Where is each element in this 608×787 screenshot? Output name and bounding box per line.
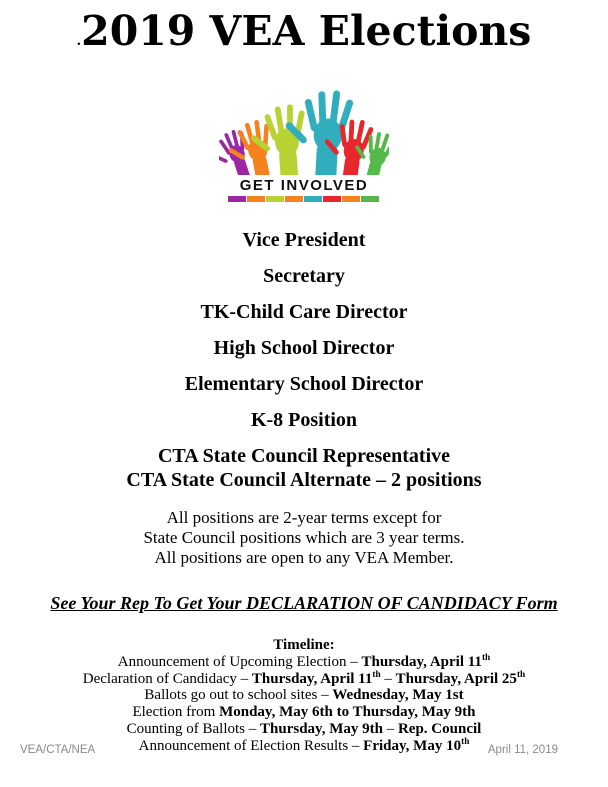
raised-hands-image: [219, 83, 389, 175]
position-item: TK-Child Care Director: [200, 301, 408, 323]
position-item: Secretary: [263, 265, 345, 287]
color-bar-segment: [247, 196, 265, 202]
position-item: CTA State Council Alternate – 2 positions: [126, 469, 482, 491]
get-involved-caption: GET INVOLVED: [239, 177, 369, 194]
color-bar: [228, 196, 380, 202]
color-bar-segment: [285, 196, 303, 202]
timeline-item: Counting of Ballots – Thursday, May 9th – Rep. Council: [126, 720, 482, 737]
terms-note-line: All positions are open to any VEA Member.: [154, 548, 454, 567]
page-footer: [20, 744, 558, 756]
position-item: Elementary School Director: [184, 373, 424, 395]
position-item: Vice President: [242, 229, 366, 251]
timeline-item: Announcement of Upcoming Election – Thursday, April 11th: [117, 652, 491, 670]
page-title-text: 2019 VEA Elections: [81, 7, 532, 55]
terms-note: [0, 508, 608, 568]
color-bar-segment: [228, 196, 246, 202]
position-item: K-8 Position: [250, 409, 358, 431]
terms-note-line: State Council positions which are 3 year terms.: [143, 528, 465, 547]
timeline-item: Election from Monday, May 6th to Thursday, May 9th: [132, 704, 476, 721]
get-involved-graphic: [0, 83, 608, 202]
color-bar-segment: [304, 196, 322, 202]
timeline-heading: Timeline:: [273, 637, 335, 653]
timeline-item: Declaration of Candidacy – Thursday, April 11th – Thursday, April 25th: [82, 669, 526, 687]
color-bar-segment: [361, 196, 379, 202]
position-item: CTA State Council Representative: [157, 445, 450, 467]
color-bar-segment: [266, 196, 284, 202]
timeline-item: Ballots go out to school sites – Wednesday, May 1st: [144, 687, 464, 704]
positions-list: [0, 230, 608, 491]
color-bar-segment: [342, 196, 360, 202]
terms-note-line: All positions are 2-year terms except for: [166, 508, 442, 527]
footer-left-text: VEA/CTA/NEA: [20, 744, 96, 756]
declaration-line: See Your Rep To Get Your DECLARATION OF CANDIDACY Form: [50, 593, 558, 613]
title-leading-dot: .: [76, 34, 82, 49]
page-title: [0, 0, 608, 67]
color-bar-segment: [323, 196, 341, 202]
timeline-item: Announcement of Election Results – Friday, May 10th: [138, 736, 470, 754]
timeline-section: [0, 637, 608, 755]
footer-right-text: April 11, 2019: [487, 744, 558, 756]
position-item: High School Director: [213, 337, 395, 359]
